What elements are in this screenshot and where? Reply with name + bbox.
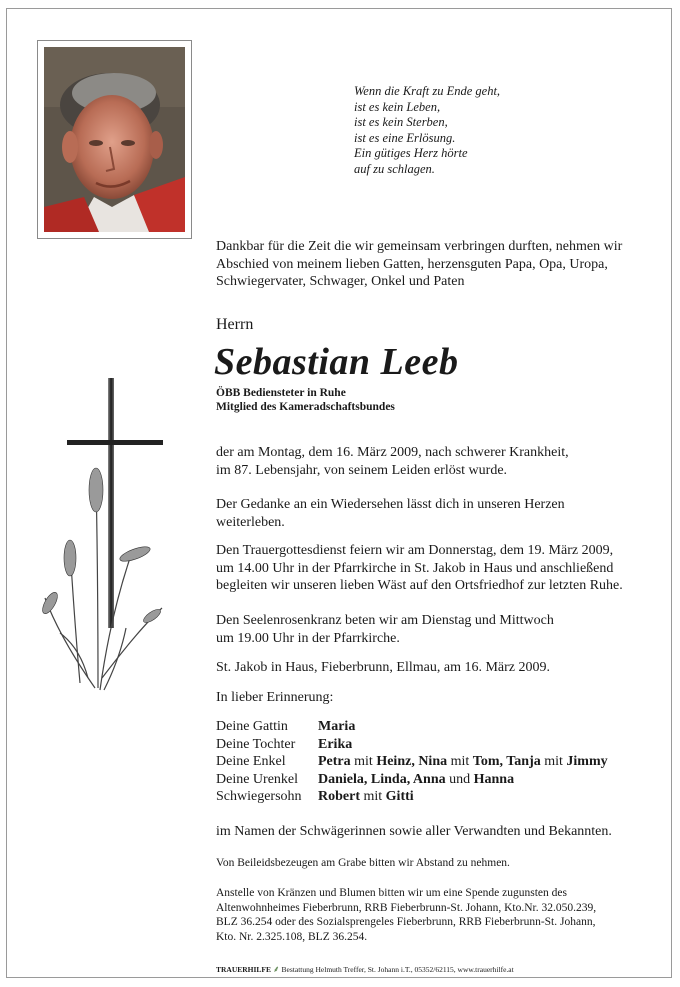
intro-line: Abschied von meinem lieben Gatten, herzensguten Papa, Opa, Uropa, (216, 256, 608, 272)
funeral-line: um 14.00 Uhr in der Pfarrkirche in St. Jakob in Haus und anschließend (216, 560, 614, 576)
condolence-note: Von Beileidsbezeugen am Grabe bitten wir Abstand zu nehmen. (216, 857, 510, 869)
family-row (216, 736, 608, 754)
family-row (216, 788, 608, 806)
portrait-frame (37, 40, 192, 239)
thought-line: Der Gedanke an ein Wiedersehen lässt dich in unseren Herzen (216, 497, 565, 512)
donation-line: Anstelle von Kränzen und Blumen bitten wir um eine Spende zugunsten des (216, 887, 567, 899)
family-member-name: Erika (318, 736, 353, 752)
family-member-name: Maria (318, 719, 356, 734)
poem-line: Wenn die Kraft zu Ende geht, (354, 84, 501, 98)
family-member-name: Daniela, Linda, Anna (318, 771, 446, 787)
family-relation: Deine Enkel (216, 754, 286, 769)
donation-line: Altenwohnheimes Fieberbrunn, RRB Fieberbrunn-St. Johann, Kto.Nr. 32.050.239, (216, 901, 597, 914)
family-connector: mit (447, 754, 473, 769)
donation-line: BLZ 36.254 oder des Sozialsprengeles Fieberbrunn, RRB Fieberbrunn-St. Johann, (216, 916, 596, 928)
rosary-line: Den Seelenrosenkranz beten wir am Dienstag und Mittwoch (216, 613, 554, 628)
family-row (216, 753, 608, 771)
title-line: ÖBB Bediensteter in Ruhe (216, 387, 346, 399)
family-member-name: Jimmy (566, 754, 608, 769)
family-row (216, 771, 608, 789)
family-relation: Schwiegersohn (216, 789, 302, 804)
family-list (216, 718, 608, 806)
family-relation: Deine Gattin (216, 719, 288, 734)
intro-paragraph (216, 238, 622, 291)
family-names (318, 736, 352, 754)
wheat-icon: ⸙ (272, 964, 280, 974)
intro-line: Schwiegervater, Schwager, Onkel und Paten (216, 274, 465, 289)
portrait-photo (44, 47, 185, 232)
family-connector: und (445, 771, 474, 787)
family-names (318, 771, 514, 789)
family-member-name: Hanna (473, 771, 515, 787)
deceased-titles (216, 386, 395, 414)
funeral-paragraph (216, 542, 623, 595)
thought-line: weiterleben. (216, 514, 285, 530)
family-member-name: Gitti (385, 789, 414, 804)
family-connector: mit (350, 754, 377, 769)
poem-line: ist es kein Leben, (354, 99, 441, 114)
wheat-icon (45, 478, 162, 690)
intro-line: Dankbar für die Zeit die wir gemeinsam verbringen durften, nehmen wir (216, 239, 623, 254)
footer-brand: TRAUERHILFE (216, 965, 272, 974)
family-row (216, 718, 608, 736)
deceased-name: Sebastian Leeb (214, 341, 459, 383)
family-member-name: Robert (318, 789, 360, 804)
salutation: Herrn (216, 316, 254, 333)
poem-line: ist es kein Sterben, (354, 115, 448, 130)
death-notice (216, 444, 569, 479)
footer-text: Bestattung Helmuth Treffer, St. Johann i.T., 05352/62115, www.trauerhilfe.at (281, 965, 514, 974)
poem-line: Ein gütiges Herz hörte (354, 146, 468, 161)
place-date: St. Jakob in Haus, Fieberbrunn, Ellmau, am 16. März 2009. (216, 660, 551, 675)
notice-line: der am Montag, dem 16. März 2009, nach schwerer Krankheit, (216, 445, 569, 460)
poem (354, 84, 500, 178)
family-connector: mit (540, 754, 567, 769)
family-names (318, 788, 414, 806)
title-line: Mitglied des Kameradschaftsbundes (216, 401, 395, 413)
poem-line: auf zu schlagen. (354, 161, 435, 176)
family-member-name: Petra (318, 754, 351, 769)
family-relation: Deine Urenkel (216, 771, 299, 787)
rosary-line: um 19.00 Uhr in der Pfarrkirche. (216, 630, 400, 646)
family-names (318, 718, 355, 736)
donation-line: Kto. Nr. 2.325.108, BLZ 36.254. (216, 930, 368, 943)
remembrance-heading: In lieber Erinnerung: (216, 690, 334, 705)
family-connector: mit (360, 789, 386, 804)
donation-paragraph (216, 886, 596, 944)
rosary-paragraph (216, 612, 554, 647)
funeral-line: begleiten wir unseren lieben Wäst auf den Ortsfriedhof zur letzten Ruhe. (216, 578, 623, 593)
cross-icon (40, 378, 170, 698)
footer (216, 962, 514, 975)
on-behalf: im Namen der Schwägerinnen sowie aller Verwandten und Bekannten. (216, 824, 612, 839)
family-member-name: Heinz, Nina (376, 754, 448, 769)
thought-paragraph (216, 496, 565, 531)
funeral-line: Den Trauergottesdienst feiern wir am Donnerstag, dem 19. März 2009, (216, 543, 614, 558)
family-member-name: Tom, Tanja (472, 754, 541, 769)
notice-line: im 87. Lebensjahr, von seinem Leiden erlöst wurde. (216, 462, 508, 478)
family-names (318, 753, 608, 771)
family-relation: Deine Tochter (216, 736, 296, 752)
poem-line: ist es eine Erlösung. (354, 130, 456, 145)
